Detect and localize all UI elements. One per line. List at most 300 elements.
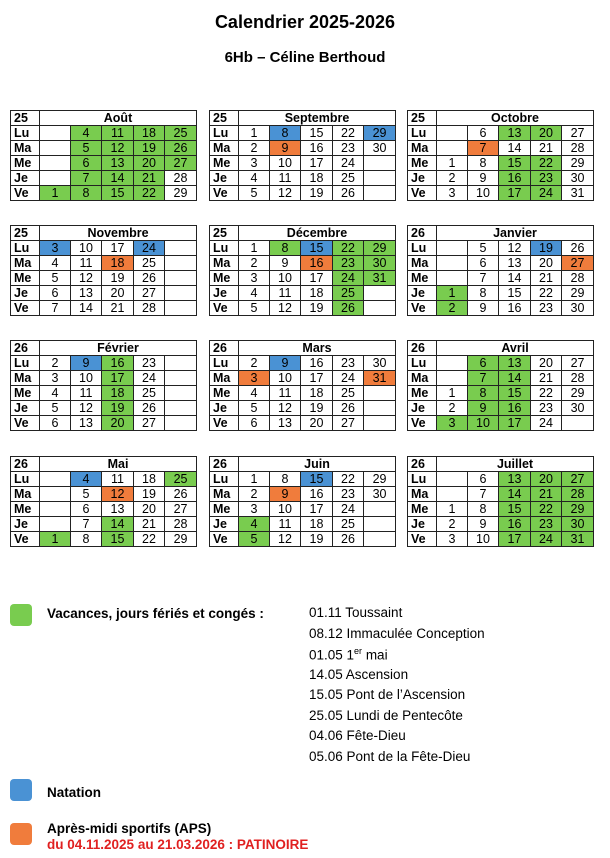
weekday-label: Ma bbox=[408, 256, 437, 271]
weekday-label: Lu bbox=[11, 356, 40, 371]
weekday-label: Ma bbox=[210, 256, 239, 271]
weekday-label: Me bbox=[210, 271, 239, 286]
weekday-label: Ve bbox=[11, 416, 40, 431]
month-name: Juillet bbox=[437, 457, 594, 472]
month-year: 26 bbox=[11, 341, 40, 356]
day-cell: 21 bbox=[531, 371, 562, 386]
day-cell: 30 bbox=[364, 487, 396, 502]
day-cell: 16 bbox=[499, 171, 531, 186]
day-cell: 26 bbox=[333, 186, 364, 201]
empty-cell bbox=[165, 286, 197, 301]
day-cell: 26 bbox=[333, 532, 364, 547]
day-cell: 5 bbox=[239, 301, 270, 316]
day-cell: 13 bbox=[102, 156, 134, 171]
empty-cell bbox=[40, 141, 71, 156]
day-cell: 23 bbox=[333, 256, 364, 271]
day-cell: 8 bbox=[468, 386, 499, 401]
month-name: Décembre bbox=[239, 226, 396, 241]
day-cell: 15 bbox=[301, 241, 333, 256]
day-cell: 23 bbox=[531, 401, 562, 416]
month-table bbox=[10, 340, 197, 431]
month-table bbox=[407, 456, 594, 547]
month-name: Février bbox=[40, 341, 197, 356]
holiday-item: 08.12 Immaculée Conception bbox=[309, 625, 485, 641]
day-cell: 24 bbox=[333, 502, 364, 517]
day-cell: 18 bbox=[301, 517, 333, 532]
weekday-label: Ma bbox=[11, 487, 40, 502]
day-cell: 16 bbox=[499, 401, 531, 416]
day-cell: 13 bbox=[499, 472, 531, 487]
day-cell: 9 bbox=[468, 401, 499, 416]
month-year: 25 bbox=[210, 111, 239, 126]
day-cell: 9 bbox=[270, 356, 301, 371]
day-cell: 24 bbox=[134, 241, 165, 256]
empty-cell bbox=[165, 401, 197, 416]
month-name: Juin bbox=[239, 457, 396, 472]
day-cell: 6 bbox=[468, 256, 499, 271]
day-cell: 17 bbox=[499, 416, 531, 431]
vacances-label: Vacances, jours fériés et congés : bbox=[47, 606, 264, 621]
day-cell: 9 bbox=[270, 487, 301, 502]
weekday-label: Lu bbox=[408, 356, 437, 371]
day-cell: 26 bbox=[562, 241, 594, 256]
day-cell: 25 bbox=[333, 517, 364, 532]
day-cell: 22 bbox=[333, 126, 364, 141]
day-cell: 2 bbox=[40, 356, 71, 371]
day-cell: 29 bbox=[562, 286, 594, 301]
weekday-label: Lu bbox=[11, 472, 40, 487]
holiday-item: 14.05 Ascension bbox=[309, 666, 409, 682]
empty-cell bbox=[40, 171, 71, 186]
day-cell: 16 bbox=[301, 256, 333, 271]
month-table bbox=[10, 110, 197, 201]
day-cell: 14 bbox=[499, 487, 531, 502]
weekday-label: Me bbox=[408, 502, 437, 517]
day-cell: 9 bbox=[468, 301, 499, 316]
day-cell: 17 bbox=[102, 241, 134, 256]
day-cell: 17 bbox=[102, 371, 134, 386]
day-cell: 22 bbox=[134, 186, 165, 201]
day-cell: 12 bbox=[270, 301, 301, 316]
day-cell: 28 bbox=[562, 141, 594, 156]
day-cell: 27 bbox=[165, 156, 197, 171]
day-cell: 25 bbox=[333, 386, 364, 401]
day-cell: 25 bbox=[134, 386, 165, 401]
day-cell: 4 bbox=[239, 286, 270, 301]
empty-cell bbox=[40, 472, 71, 487]
day-cell: 16 bbox=[301, 487, 333, 502]
day-cell: 22 bbox=[531, 386, 562, 401]
day-cell: 13 bbox=[71, 416, 102, 431]
weekday-label: Ve bbox=[408, 416, 437, 431]
weekday-label: Je bbox=[408, 517, 437, 532]
weekday-label: Ma bbox=[11, 256, 40, 271]
day-cell: 6 bbox=[468, 126, 499, 141]
day-cell: 9 bbox=[270, 256, 301, 271]
day-cell: 28 bbox=[165, 171, 197, 186]
day-cell: 21 bbox=[531, 487, 562, 502]
day-cell: 27 bbox=[134, 416, 165, 431]
page-subtitle: 6Hb – Céline Berthoud bbox=[224, 49, 386, 66]
day-cell: 16 bbox=[102, 356, 134, 371]
day-cell: 7 bbox=[40, 301, 71, 316]
weekday-label: Ve bbox=[408, 301, 437, 316]
month-table bbox=[407, 110, 594, 201]
day-cell: 10 bbox=[270, 502, 301, 517]
day-cell: 12 bbox=[71, 271, 102, 286]
day-cell: 15 bbox=[499, 502, 531, 517]
holiday-item: 25.05 Lundi de Pentecôte bbox=[309, 707, 463, 723]
weekday-label: Ve bbox=[11, 186, 40, 201]
empty-cell bbox=[165, 271, 197, 286]
day-cell: 18 bbox=[102, 256, 134, 271]
empty-cell bbox=[364, 416, 396, 431]
day-cell: 24 bbox=[333, 271, 364, 286]
day-cell: 2 bbox=[437, 401, 468, 416]
day-cell: 5 bbox=[239, 532, 270, 547]
day-cell: 11 bbox=[71, 386, 102, 401]
empty-cell bbox=[364, 502, 396, 517]
weekday-label: Ve bbox=[210, 416, 239, 431]
day-cell: 31 bbox=[562, 532, 594, 547]
day-cell: 17 bbox=[301, 271, 333, 286]
weekday-label: Me bbox=[11, 386, 40, 401]
day-cell: 26 bbox=[165, 141, 197, 156]
day-cell: 21 bbox=[102, 301, 134, 316]
day-cell: 2 bbox=[239, 141, 270, 156]
day-cell: 20 bbox=[102, 416, 134, 431]
weekday-label: Ve bbox=[210, 301, 239, 316]
day-cell: 21 bbox=[531, 271, 562, 286]
month-table bbox=[209, 225, 396, 316]
day-cell: 26 bbox=[134, 271, 165, 286]
weekday-label: Me bbox=[11, 156, 40, 171]
day-cell: 8 bbox=[468, 502, 499, 517]
day-cell: 20 bbox=[531, 256, 562, 271]
weekday-label: Ma bbox=[11, 371, 40, 386]
empty-cell bbox=[165, 356, 197, 371]
month-year: 26 bbox=[408, 341, 437, 356]
weekday-label: Je bbox=[210, 286, 239, 301]
vacances-swatch bbox=[10, 604, 32, 626]
day-cell: 13 bbox=[499, 126, 531, 141]
day-cell: 7 bbox=[468, 371, 499, 386]
day-cell: 19 bbox=[134, 487, 165, 502]
weekday-label: Ma bbox=[408, 487, 437, 502]
day-cell: 1 bbox=[239, 241, 270, 256]
day-cell: 21 bbox=[134, 517, 165, 532]
empty-cell bbox=[364, 401, 396, 416]
day-cell: 12 bbox=[71, 401, 102, 416]
day-cell: 7 bbox=[71, 517, 102, 532]
weekday-label: Lu bbox=[408, 472, 437, 487]
weekday-label: Je bbox=[11, 286, 40, 301]
day-cell: 24 bbox=[134, 371, 165, 386]
day-cell: 13 bbox=[270, 416, 301, 431]
month-year: 25 bbox=[11, 111, 40, 126]
day-cell: 22 bbox=[531, 286, 562, 301]
day-cell: 28 bbox=[165, 517, 197, 532]
empty-cell bbox=[165, 371, 197, 386]
calendar-grid bbox=[10, 110, 603, 558]
day-cell: 27 bbox=[134, 286, 165, 301]
aps-label: Après-midi sportifs (APS) bbox=[47, 821, 212, 836]
day-cell: 13 bbox=[71, 286, 102, 301]
weekday-label: Ve bbox=[11, 532, 40, 547]
day-cell: 11 bbox=[270, 171, 301, 186]
day-cell: 24 bbox=[531, 186, 562, 201]
day-cell: 2 bbox=[239, 256, 270, 271]
day-cell: 8 bbox=[270, 472, 301, 487]
month-table bbox=[407, 340, 594, 431]
day-cell: 4 bbox=[239, 171, 270, 186]
day-cell: 15 bbox=[499, 286, 531, 301]
weekday-label: Me bbox=[11, 502, 40, 517]
day-cell: 19 bbox=[301, 186, 333, 201]
day-cell: 3 bbox=[437, 532, 468, 547]
day-cell: 10 bbox=[71, 241, 102, 256]
day-cell: 21 bbox=[134, 171, 165, 186]
empty-cell bbox=[165, 301, 197, 316]
day-cell: 18 bbox=[301, 171, 333, 186]
day-cell: 23 bbox=[134, 356, 165, 371]
empty-cell bbox=[364, 286, 396, 301]
aps-detail: du 04.11.2025 au 21.03.2026 : PATINOIRE bbox=[47, 837, 309, 852]
natation-swatch bbox=[10, 779, 32, 801]
weekday-label: Je bbox=[408, 171, 437, 186]
month-year: 26 bbox=[210, 341, 239, 356]
weekday-label: Ve bbox=[408, 186, 437, 201]
empty-cell bbox=[165, 256, 197, 271]
aps-swatch bbox=[10, 823, 32, 845]
day-cell: 11 bbox=[71, 256, 102, 271]
day-cell: 25 bbox=[134, 256, 165, 271]
day-cell: 4 bbox=[239, 386, 270, 401]
day-cell: 27 bbox=[562, 356, 594, 371]
day-cell: 28 bbox=[562, 371, 594, 386]
day-cell: 19 bbox=[301, 301, 333, 316]
day-cell: 16 bbox=[499, 301, 531, 316]
day-cell: 29 bbox=[364, 126, 396, 141]
day-cell: 3 bbox=[239, 371, 270, 386]
day-cell: 6 bbox=[468, 472, 499, 487]
day-cell: 27 bbox=[165, 502, 197, 517]
day-cell: 23 bbox=[333, 487, 364, 502]
empty-cell bbox=[364, 186, 396, 201]
weekday-label: Ma bbox=[408, 141, 437, 156]
day-cell: 14 bbox=[499, 371, 531, 386]
day-cell: 3 bbox=[239, 502, 270, 517]
day-cell: 22 bbox=[134, 532, 165, 547]
day-cell: 27 bbox=[562, 472, 594, 487]
day-cell: 1 bbox=[437, 156, 468, 171]
weekday-label: Je bbox=[210, 171, 239, 186]
day-cell: 20 bbox=[531, 356, 562, 371]
day-cell: 7 bbox=[468, 271, 499, 286]
day-cell: 28 bbox=[562, 487, 594, 502]
empty-cell bbox=[364, 386, 396, 401]
day-cell: 15 bbox=[301, 126, 333, 141]
day-cell: 3 bbox=[437, 416, 468, 431]
month-name: Novembre bbox=[40, 226, 197, 241]
day-cell: 3 bbox=[239, 271, 270, 286]
day-cell: 6 bbox=[71, 156, 102, 171]
empty-cell bbox=[364, 156, 396, 171]
day-cell: 19 bbox=[102, 271, 134, 286]
empty-cell bbox=[437, 126, 468, 141]
day-cell: 6 bbox=[239, 416, 270, 431]
day-cell: 29 bbox=[364, 472, 396, 487]
day-cell: 3 bbox=[40, 371, 71, 386]
empty-cell bbox=[437, 472, 468, 487]
weekday-label: Je bbox=[210, 401, 239, 416]
weekday-label: Ve bbox=[11, 301, 40, 316]
day-cell: 31 bbox=[364, 271, 396, 286]
day-cell: 10 bbox=[270, 156, 301, 171]
holiday-item: 15.05 Pont de l’Ascension bbox=[309, 687, 466, 702]
holiday-item: 05.06 Pont de la Fête-Dieu bbox=[309, 748, 471, 764]
day-cell: 14 bbox=[499, 141, 531, 156]
day-cell: 17 bbox=[301, 502, 333, 517]
day-cell: 23 bbox=[333, 356, 364, 371]
day-cell: 25 bbox=[165, 126, 197, 141]
month-year: 25 bbox=[408, 111, 437, 126]
day-cell: 30 bbox=[562, 171, 594, 186]
day-cell: 7 bbox=[71, 171, 102, 186]
day-cell: 11 bbox=[270, 286, 301, 301]
month-name: Mars bbox=[239, 341, 396, 356]
empty-cell bbox=[165, 416, 197, 431]
day-cell: 17 bbox=[301, 371, 333, 386]
day-cell: 18 bbox=[301, 286, 333, 301]
empty-cell bbox=[165, 241, 197, 256]
empty-cell bbox=[40, 502, 71, 517]
weekday-label: Lu bbox=[210, 356, 239, 371]
day-cell: 12 bbox=[270, 186, 301, 201]
day-cell: 15 bbox=[499, 386, 531, 401]
day-cell: 20 bbox=[301, 416, 333, 431]
day-cell: 2 bbox=[239, 487, 270, 502]
day-cell: 16 bbox=[499, 517, 531, 532]
day-cell: 12 bbox=[270, 401, 301, 416]
weekday-label: Ma bbox=[408, 371, 437, 386]
day-cell: 5 bbox=[239, 186, 270, 201]
day-cell: 13 bbox=[102, 502, 134, 517]
weekday-label: Me bbox=[408, 386, 437, 401]
weekday-label: Je bbox=[11, 517, 40, 532]
day-cell: 7 bbox=[468, 141, 499, 156]
month-year: 26 bbox=[11, 457, 40, 472]
weekday-label: Me bbox=[210, 156, 239, 171]
day-cell: 10 bbox=[270, 371, 301, 386]
month-name: Octobre bbox=[437, 111, 594, 126]
day-cell: 8 bbox=[71, 186, 102, 201]
day-cell: 4 bbox=[71, 472, 102, 487]
page-title: Calendrier 2025-2026 bbox=[214, 12, 396, 32]
day-cell: 23 bbox=[333, 141, 364, 156]
month-table bbox=[209, 456, 396, 547]
weekday-label: Lu bbox=[210, 241, 239, 256]
day-cell: 2 bbox=[437, 517, 468, 532]
day-cell: 31 bbox=[364, 371, 396, 386]
weekday-label: Me bbox=[210, 502, 239, 517]
weekday-label: Me bbox=[11, 271, 40, 286]
day-cell: 26 bbox=[134, 401, 165, 416]
day-cell: 19 bbox=[102, 401, 134, 416]
weekday-label: Ve bbox=[210, 532, 239, 547]
day-cell: 19 bbox=[531, 241, 562, 256]
day-cell: 14 bbox=[102, 171, 134, 186]
month-name: Janvier bbox=[437, 226, 594, 241]
day-cell: 4 bbox=[40, 256, 71, 271]
day-cell: 3 bbox=[239, 156, 270, 171]
day-cell: 22 bbox=[531, 156, 562, 171]
month-name: Septembre bbox=[239, 111, 396, 126]
weekday-label: Me bbox=[210, 386, 239, 401]
month-year: 26 bbox=[210, 457, 239, 472]
weekday-label: Lu bbox=[210, 126, 239, 141]
day-cell: 15 bbox=[499, 156, 531, 171]
day-cell: 23 bbox=[531, 301, 562, 316]
day-cell: 30 bbox=[562, 301, 594, 316]
day-cell: 27 bbox=[333, 416, 364, 431]
day-cell: 6 bbox=[40, 286, 71, 301]
weekday-label: Lu bbox=[408, 126, 437, 141]
empty-cell bbox=[562, 416, 594, 431]
day-cell: 20 bbox=[134, 502, 165, 517]
month-table bbox=[209, 340, 396, 431]
day-cell: 31 bbox=[562, 186, 594, 201]
day-cell: 1 bbox=[40, 186, 71, 201]
day-cell: 20 bbox=[531, 126, 562, 141]
weekday-label: Ve bbox=[408, 532, 437, 547]
month-table bbox=[407, 225, 594, 316]
day-cell: 20 bbox=[102, 286, 134, 301]
day-cell: 1 bbox=[239, 126, 270, 141]
weekday-label: Je bbox=[408, 286, 437, 301]
day-cell: 19 bbox=[301, 401, 333, 416]
weekday-label: Ve bbox=[210, 186, 239, 201]
day-cell: 10 bbox=[468, 186, 499, 201]
weekday-label: Ma bbox=[210, 487, 239, 502]
month-table bbox=[209, 110, 396, 201]
day-cell: 29 bbox=[562, 502, 594, 517]
empty-cell bbox=[437, 141, 468, 156]
day-cell: 3 bbox=[40, 241, 71, 256]
day-cell: 30 bbox=[364, 356, 396, 371]
day-cell: 8 bbox=[468, 156, 499, 171]
day-cell: 6 bbox=[40, 416, 71, 431]
day-cell: 25 bbox=[165, 472, 197, 487]
day-cell: 17 bbox=[301, 156, 333, 171]
day-cell: 21 bbox=[531, 141, 562, 156]
empty-cell bbox=[364, 517, 396, 532]
day-cell: 29 bbox=[562, 156, 594, 171]
day-cell: 4 bbox=[71, 126, 102, 141]
empty-cell bbox=[437, 241, 468, 256]
empty-cell bbox=[437, 271, 468, 286]
day-cell: 29 bbox=[165, 186, 197, 201]
day-cell: 16 bbox=[301, 356, 333, 371]
day-cell: 30 bbox=[364, 141, 396, 156]
month-year: 26 bbox=[408, 457, 437, 472]
day-cell: 23 bbox=[531, 171, 562, 186]
day-cell: 12 bbox=[102, 141, 134, 156]
day-cell: 7 bbox=[468, 487, 499, 502]
day-cell: 15 bbox=[301, 472, 333, 487]
weekday-label: Je bbox=[408, 401, 437, 416]
empty-cell bbox=[437, 256, 468, 271]
